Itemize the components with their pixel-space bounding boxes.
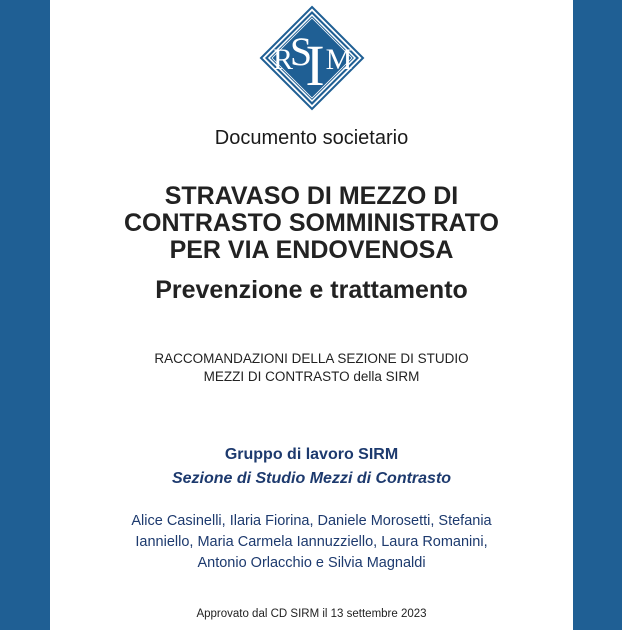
- logo-letter-s: S: [289, 29, 313, 74]
- logo-letter-i: I: [305, 33, 325, 98]
- working-group-section: Sezione di Studio Mezzi di Contrasto: [171, 470, 452, 487]
- authors-line: Antonio Orlacchio e Silvia Magnaldi: [197, 555, 426, 571]
- authors-list: [50, 511, 573, 574]
- working-group: [50, 443, 573, 491]
- logo-letter-r: R: [272, 43, 294, 76]
- title-line: PER VIA ENDOVENOSA: [169, 236, 454, 264]
- working-group-title: Gruppo di lavoro SIRM: [224, 446, 399, 463]
- recommendations-line: RACCOMANDAZIONI DELLA SEZIONE DI STUDIO: [154, 351, 469, 366]
- sirm-logo: [259, 5, 365, 111]
- document-cover: [50, 0, 573, 630]
- title-line: STRAVASO DI MEZZO DI: [164, 182, 459, 210]
- approval-note: Approvato dal CD SIRM il 13 settembre 2023: [196, 608, 427, 620]
- recommendations-rest: della SIRM: [349, 369, 420, 384]
- left-blue-bar: [0, 0, 50, 630]
- document-title: [50, 183, 573, 264]
- recommendations-caps: MEZZI DI CONTRASTO: [203, 369, 350, 384]
- document-subtitle: Prevenzione e trattamento: [155, 276, 468, 304]
- recommendations-heading: [50, 350, 573, 386]
- title-line: CONTRASTO SOMMINISTRATO: [124, 209, 499, 237]
- document-type: Documento societario: [214, 127, 409, 149]
- recommendations-line: [50, 368, 573, 386]
- logo-letter-m: M: [325, 43, 353, 76]
- authors-line: Alice Casinelli, Ilaria Fiorina, Daniele Morosetti, Stefania: [131, 513, 492, 529]
- right-blue-bar: [573, 0, 622, 630]
- authors-line: Ianniello, Maria Carmela Iannuzziello, Laura Romanini,: [135, 534, 488, 550]
